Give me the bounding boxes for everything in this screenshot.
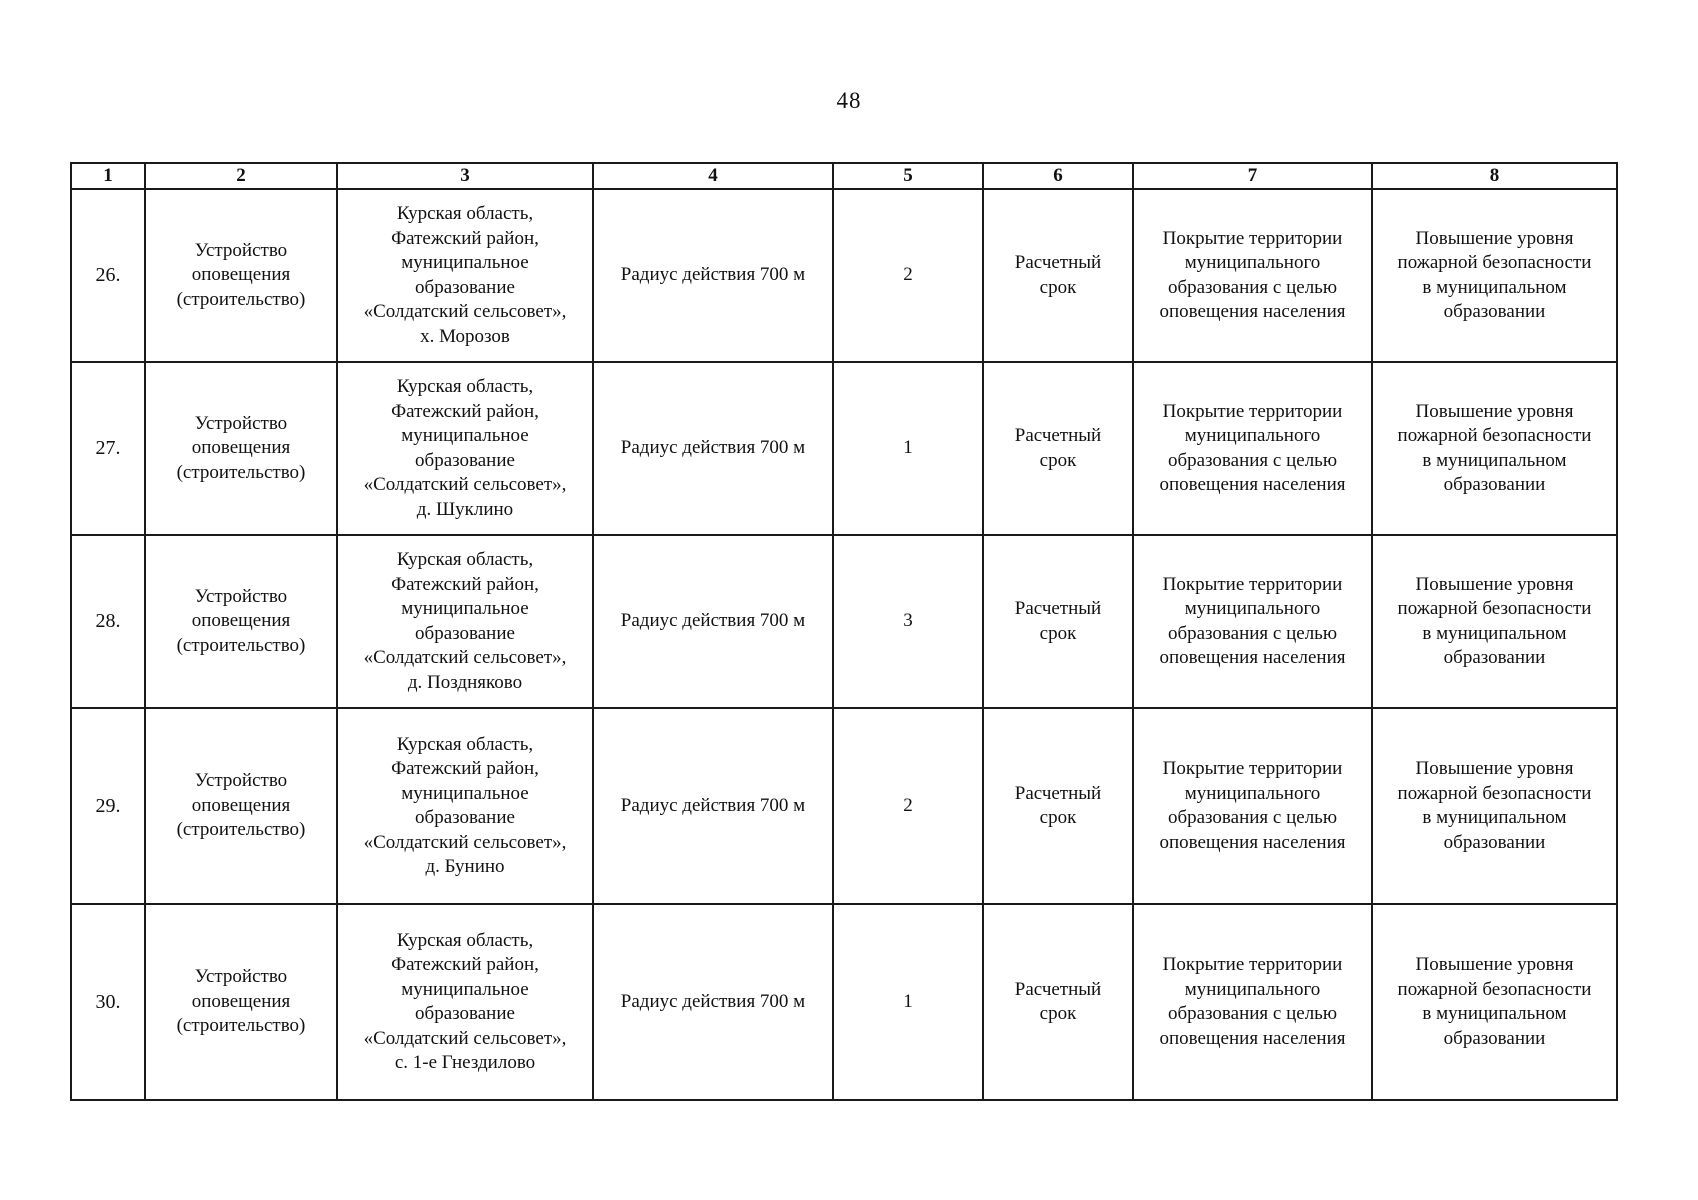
object-name-cell: Устройство оповещения (строительство) <box>145 535 337 708</box>
column-header: 1 <box>71 163 145 189</box>
object-name-cell: Устройство оповещения (строительство) <box>145 189 337 362</box>
term-cell: Расчетный срок <box>983 535 1133 708</box>
table-row <box>71 362 1617 535</box>
purpose-cell: Покрытие территории муниципального образования с целью оповещения населения <box>1133 189 1372 362</box>
effect-cell: Повышение уровня пожарной безопасности в муниципальном образовании <box>1372 535 1617 708</box>
characteristics-cell: Радиус действия 700 м <box>593 362 833 535</box>
effect-cell: Повышение уровня пожарной безопасности в муниципальном образовании <box>1372 189 1617 362</box>
column-header: 3 <box>337 163 593 189</box>
column-header: 6 <box>983 163 1133 189</box>
location-cell: Курская область, Фатежский район, муниципальное образование «Солдатский сельсовет», х. Морозов <box>337 189 593 362</box>
effect-cell: Повышение уровня пожарной безопасности в муниципальном образовании <box>1372 904 1617 1100</box>
location-cell: Курская область, Фатежский район, муниципальное образование «Солдатский сельсовет», д. Бунино <box>337 708 593 904</box>
row-number-cell: 27. <box>71 362 145 535</box>
row-number-cell: 30. <box>71 904 145 1100</box>
purpose-cell: Покрытие территории муниципального образования с целью оповещения населения <box>1133 708 1372 904</box>
quantity-cell: 2 <box>833 189 983 362</box>
quantity-cell: 1 <box>833 904 983 1100</box>
column-header: 7 <box>1133 163 1372 189</box>
effect-cell: Повышение уровня пожарной безопасности в муниципальном образовании <box>1372 362 1617 535</box>
table-row <box>71 189 1617 362</box>
term-cell: Расчетный срок <box>983 708 1133 904</box>
characteristics-cell: Радиус действия 700 м <box>593 535 833 708</box>
purpose-cell: Покрытие территории муниципального образования с целью оповещения населения <box>1133 904 1372 1100</box>
term-cell: Расчетный срок <box>983 362 1133 535</box>
term-cell: Расчетный срок <box>983 189 1133 362</box>
term-cell: Расчетный срок <box>983 904 1133 1100</box>
purpose-cell: Покрытие территории муниципального образования с целью оповещения населения <box>1133 362 1372 535</box>
page-number: 48 <box>836 88 862 113</box>
object-name-cell: Устройство оповещения (строительство) <box>145 362 337 535</box>
row-number-cell: 28. <box>71 535 145 708</box>
quantity-cell: 3 <box>833 535 983 708</box>
header-row <box>71 163 1617 189</box>
table-row <box>71 535 1617 708</box>
row-number-cell: 26. <box>71 189 145 362</box>
purpose-cell: Покрытие территории муниципального образования с целью оповещения населения <box>1133 535 1372 708</box>
quantity-cell: 2 <box>833 708 983 904</box>
table-row <box>71 708 1617 904</box>
row-number-cell: 29. <box>71 708 145 904</box>
column-header: 8 <box>1372 163 1617 189</box>
column-header: 2 <box>145 163 337 189</box>
object-name-cell: Устройство оповещения (строительство) <box>145 708 337 904</box>
location-cell: Курская область, Фатежский район, муниципальное образование «Солдатский сельсовет», д. Поздняково <box>337 535 593 708</box>
characteristics-cell: Радиус действия 700 м <box>593 708 833 904</box>
characteristics-cell: Радиус действия 700 м <box>593 189 833 362</box>
characteristics-cell: Радиус действия 700 м <box>593 904 833 1100</box>
column-header: 5 <box>833 163 983 189</box>
location-cell: Курская область, Фатежский район, муниципальное образование «Солдатский сельсовет», с. 1-е Гнездилово <box>337 904 593 1100</box>
column-header: 4 <box>593 163 833 189</box>
data-table <box>70 162 1618 1101</box>
table-row <box>71 904 1617 1100</box>
location-cell: Курская область, Фатежский район, муниципальное образование «Солдатский сельсовет», д. Шуклино <box>337 362 593 535</box>
object-name-cell: Устройство оповещения (строительство) <box>145 904 337 1100</box>
quantity-cell: 1 <box>833 362 983 535</box>
effect-cell: Повышение уровня пожарной безопасности в муниципальном образовании <box>1372 708 1617 904</box>
